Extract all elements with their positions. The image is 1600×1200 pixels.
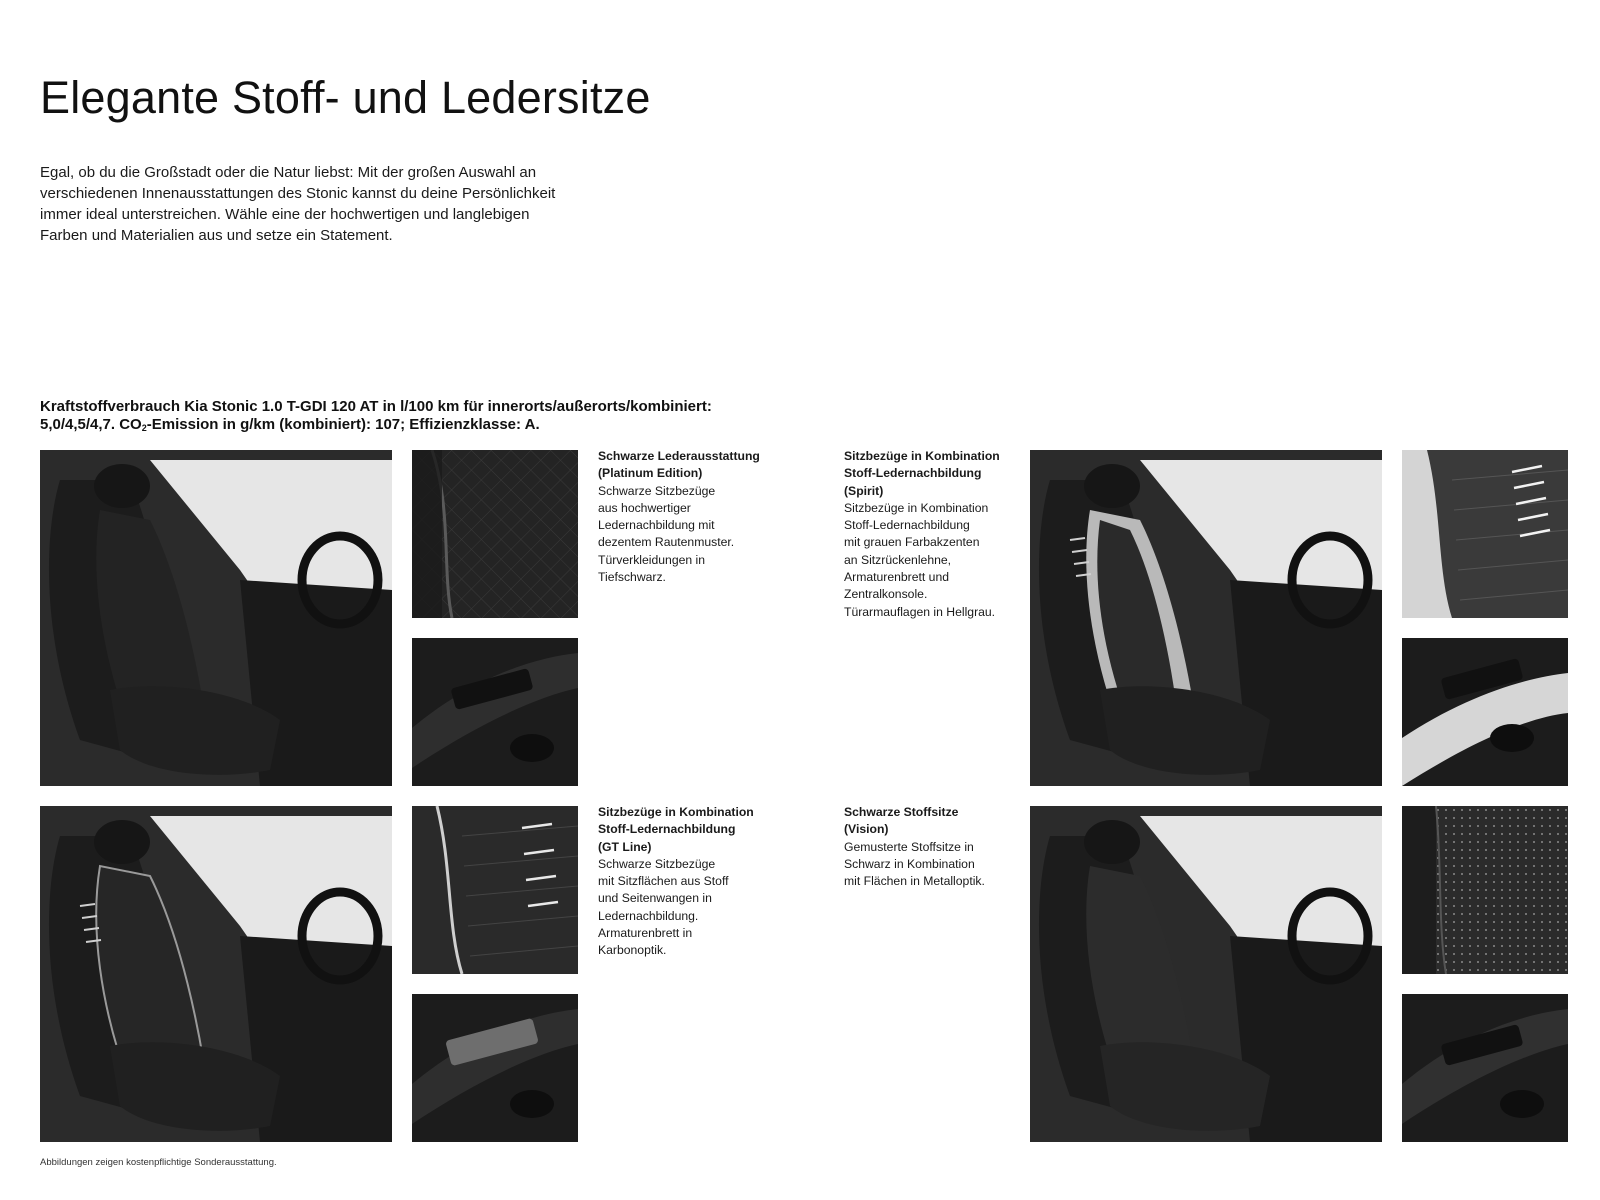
co2-subscript: 2	[141, 423, 147, 433]
trim-description-platinum	[598, 448, 773, 586]
spirit-door-panel-photo	[1402, 638, 1568, 786]
vision-door-panel-photo	[1402, 994, 1568, 1142]
trim-heading: Sitzbezüge in Kombination Stoff-Ledernachbildung (Spirit)	[844, 449, 1000, 498]
footnote: Abbildungen zeigen kostenpflichtige Sonderausstattung.	[40, 1157, 277, 1168]
platinum-interior-photo	[40, 450, 392, 786]
trim-heading: Schwarze Stoffsitze (Vision)	[844, 805, 959, 837]
trim-heading: Sitzbezüge in Kombination Stoff-Ledernachbildung (GT Line)	[598, 805, 754, 854]
fuel-consumption-note	[40, 398, 800, 437]
page-title: Elegante Stoff- und Ledersitze	[40, 72, 651, 123]
trim-description-gtline	[598, 804, 773, 960]
trim-description-spirit	[844, 448, 1019, 621]
gtline-interior-photo	[40, 806, 392, 1142]
trim-body: Gemusterte Stoffsitze in Schwarz in Kombination mit Flächen in Metalloptik.	[844, 839, 985, 889]
spirit-seat-detail-photo	[1402, 450, 1568, 618]
trim-body: Schwarze Sitzbezüge aus hochwertiger Ledernachbildung mit dezentem Rautenmuster. Türverkleidungen in Tiefschwarz.	[598, 483, 735, 585]
intro-paragraph: Egal, ob du die Großstadt oder die Natur liebst: Mit der großen Auswahl an verschiedenen Innenausstattungen des Stonic kannst du deine Persönlichkeit immer ideal unterstreichen. Wähle eine der hochwertigen und langlebigen Farben und Materialien aus und setze ein Statement.	[40, 164, 556, 244]
trim-body: Schwarze Sitzbezüge mit Sitzflächen aus Stoff und Seitenwangen in Ledernachbildung. Armaturenbrett in Karbonoptik.	[598, 856, 729, 958]
trim-description-vision	[844, 804, 1019, 890]
fuel-line-2b: -Emission in g/km (kombiniert): 107; Effizienzklasse: A.	[146, 416, 540, 433]
trim-body: Sitzbezüge in Kombination Stoff-Ledernachbildung mit grauen Farbakzenten an Sitzrückenlehne, Armaturenbrett und Zentralkonsole. Türarmauflagen in Hellgrau.	[844, 500, 996, 619]
platinum-door-panel-photo	[412, 638, 578, 786]
fuel-line-2a: 5,0/4,5/4,7. CO	[40, 416, 142, 433]
platinum-seat-detail-photo	[412, 450, 578, 618]
gtline-seat-detail-photo	[412, 806, 578, 974]
vision-interior-photo	[1030, 806, 1382, 1142]
spirit-interior-photo	[1030, 450, 1382, 786]
gtline-door-panel-photo	[412, 994, 578, 1142]
fuel-line-1: Kraftstoffverbrauch Kia Stonic 1.0 T-GDI 120 AT in l/100 km für innerorts/außerorts/kombiniert:	[40, 398, 712, 415]
vision-seat-detail-photo	[1402, 806, 1568, 974]
trim-heading: Schwarze Lederausstattung (Platinum Edition)	[598, 449, 760, 481]
